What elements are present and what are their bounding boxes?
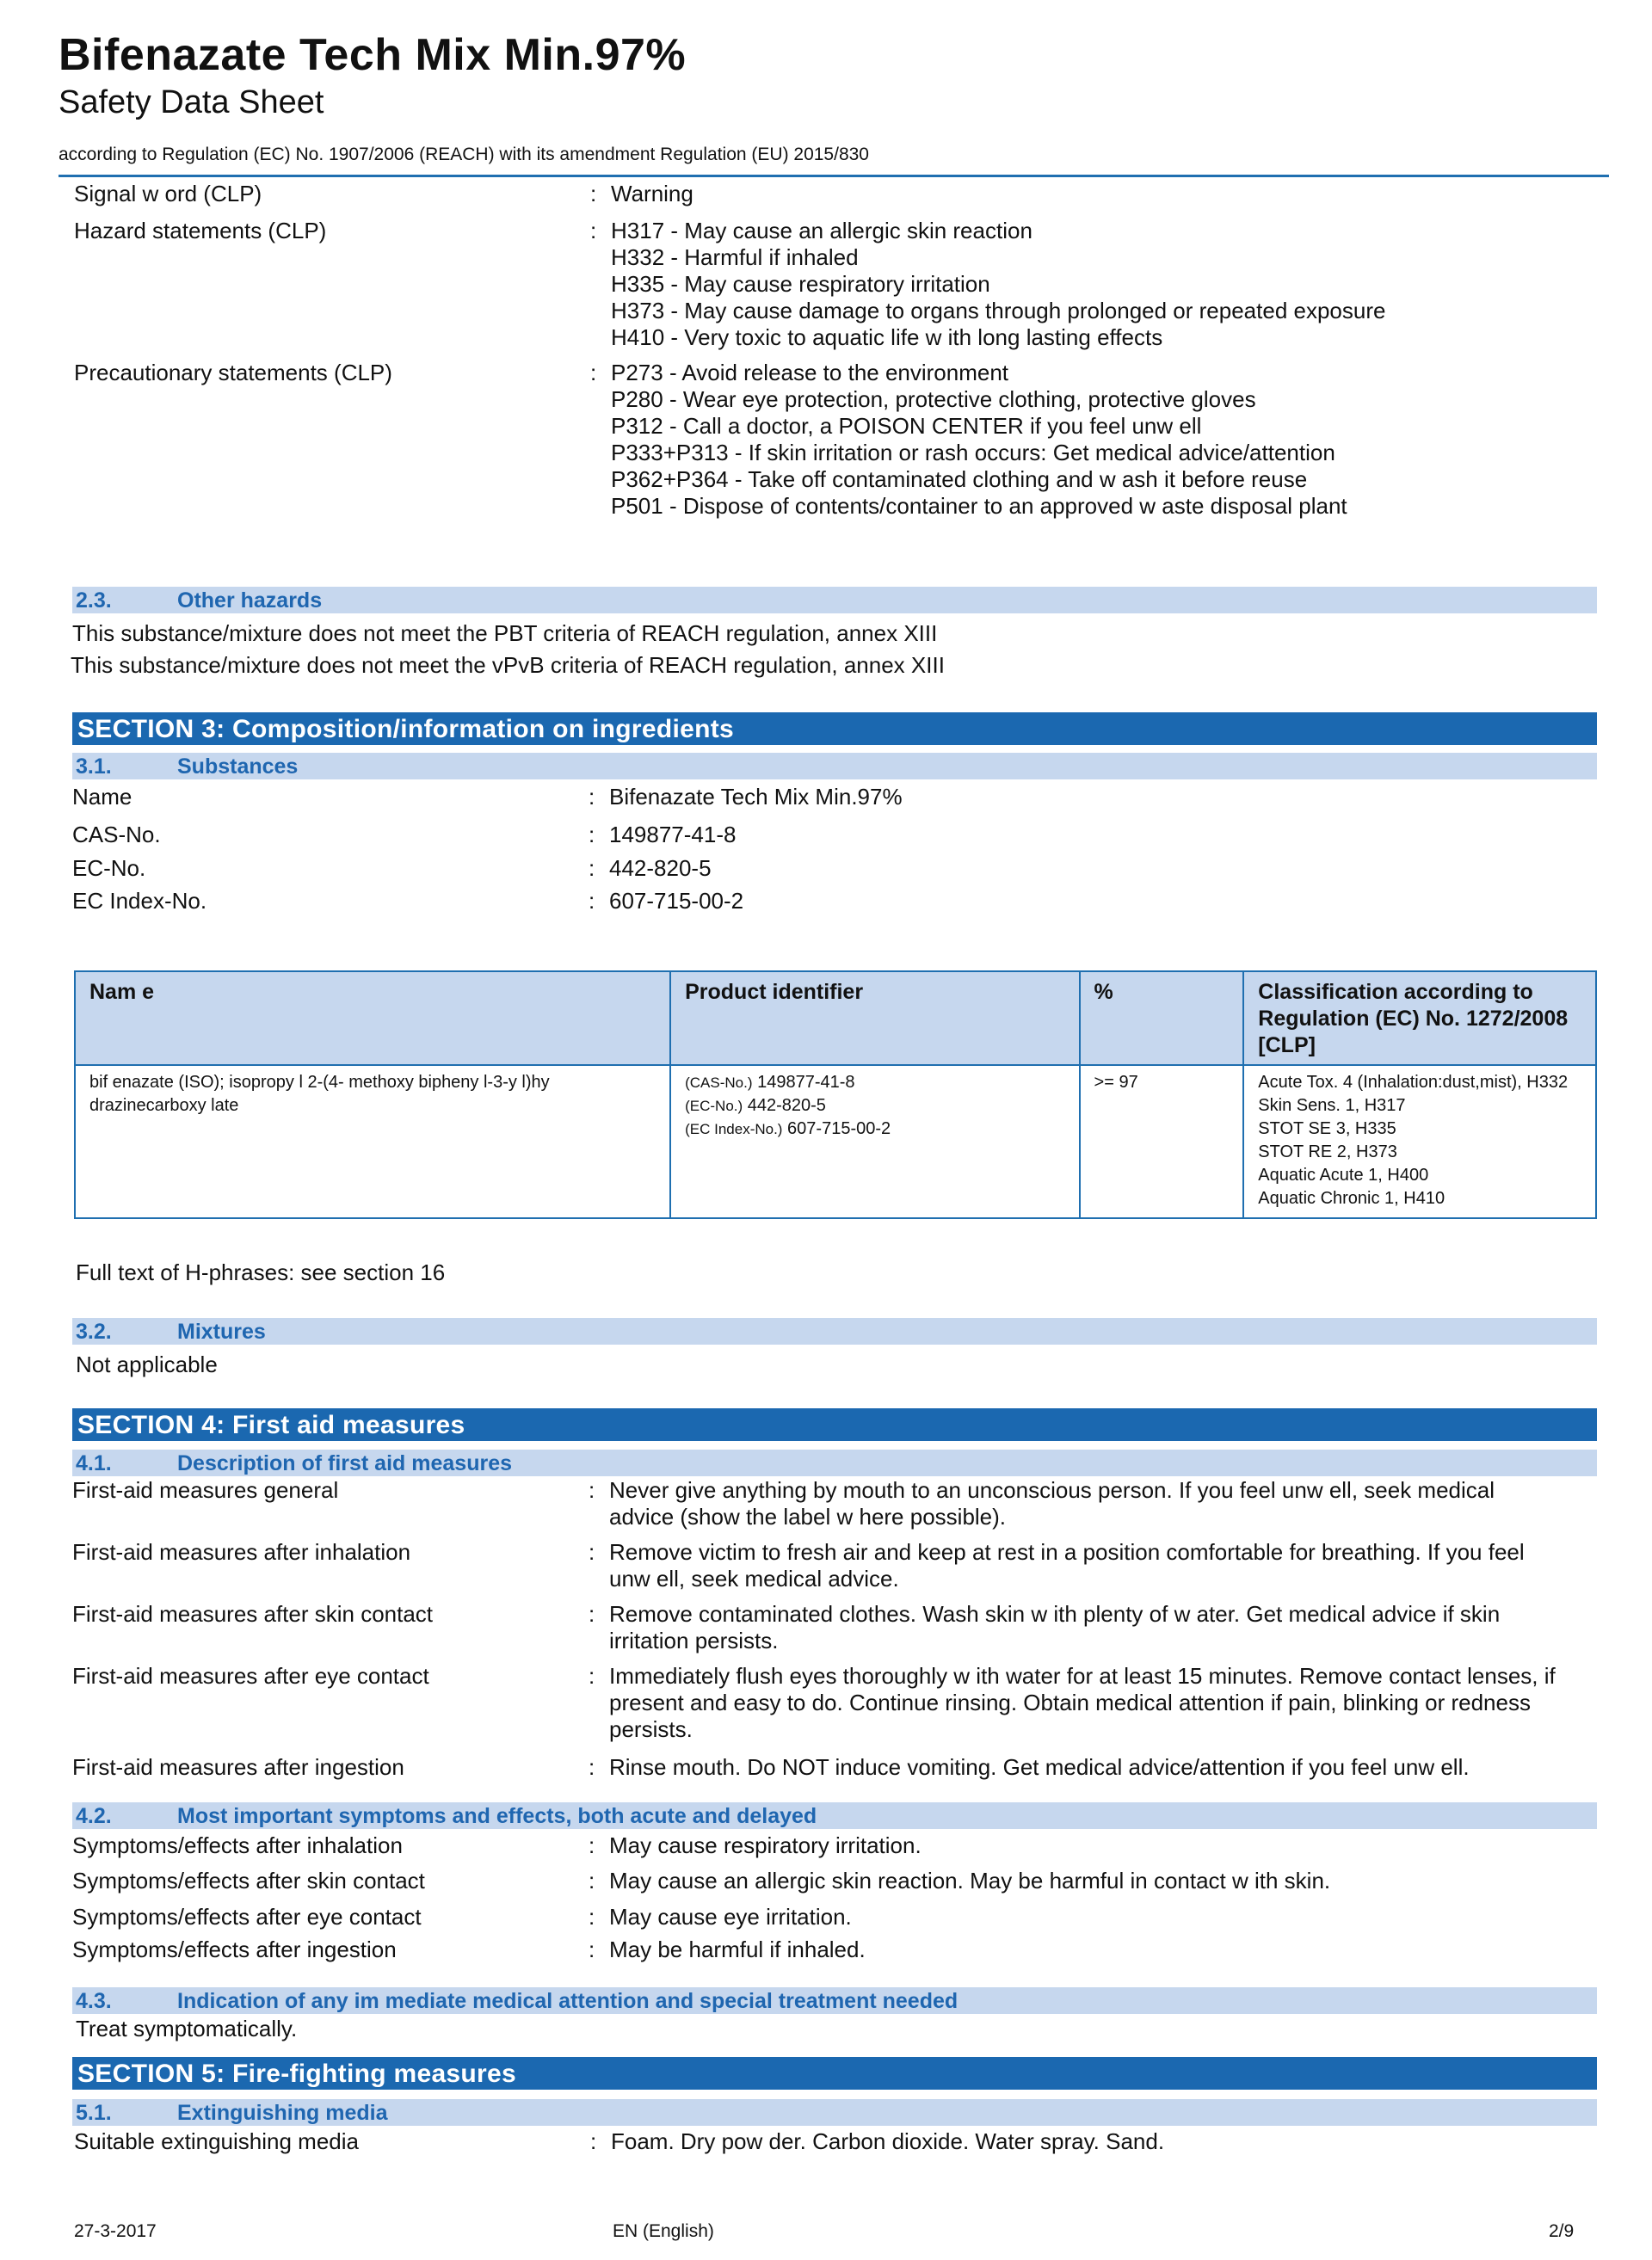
signal-word-value: Warning bbox=[611, 181, 693, 206]
pbt-statement: This substance/mixture does not meet the PBT criteria of REACH regulation, annex XIII bbox=[72, 620, 938, 646]
document-subtitle: Safety Data Sheet bbox=[59, 84, 324, 120]
footer-date: 27-3-2017 bbox=[74, 2221, 157, 2241]
precautionary-statement: P312 - Call a doctor, a POISON CENTER if you feel unw ell bbox=[611, 413, 1202, 439]
precautionary-statement: P280 - Wear eye protection, protective clothing, protective gloves bbox=[611, 386, 1256, 412]
table-row bbox=[75, 1065, 1596, 1218]
section-5-header: SECTION 5: Fire-fighting measures bbox=[72, 2057, 1597, 2090]
product-identifiers: (CAS-No.) 149877-41-8 (EC-No.) 442-820-5 (EC Index-No.) 607-715-00-2 bbox=[670, 1065, 1079, 1218]
hazard-statement: H317 - May cause an allergic skin reaction bbox=[611, 218, 1032, 243]
precautionary-statement: P273 - Avoid release to the environment bbox=[611, 360, 1009, 385]
hazard-statement: H332 - Harmful if inhaled bbox=[611, 244, 859, 270]
hazard-statement: H373 - May cause damage to organs through prolonged or repeated exposure bbox=[611, 298, 1386, 323]
treatment-text: Treat symptomatically. bbox=[76, 2016, 298, 2041]
regulation-reference: according to Regulation (EC) No. 1907/2006 (REACH) with its amendment Regulation (EU) 2015/830 bbox=[59, 145, 869, 164]
hazard-statements-label: Hazard statements (CLP) bbox=[74, 218, 327, 243]
subsection-4-2-bar: 4.2. Most important symptoms and effects, both acute and delayed bbox=[72, 1802, 1597, 1829]
document-title: Bifenazate Tech Mix Min.97% bbox=[59, 30, 687, 80]
h-phrases-note: Full text of H-phrases: see section 16 bbox=[76, 1259, 446, 1285]
section-4-header: SECTION 4: First aid measures bbox=[72, 1408, 1597, 1441]
column-header: Product identifier bbox=[670, 971, 1079, 1065]
column-header: % bbox=[1080, 971, 1244, 1065]
precautionary-statement: P362+P364 - Take off contaminated clothing and w ash it before reuse bbox=[611, 466, 1308, 492]
hazard-statement: H410 - Very toxic to aquatic life w ith long lasting effects bbox=[611, 324, 1163, 350]
column-header: Nam e bbox=[75, 971, 670, 1065]
subsection-5-1-bar: 5.1. Extinguishing media bbox=[72, 2099, 1597, 2126]
header-divider bbox=[59, 175, 1609, 177]
ingredient-percent: >= 97 bbox=[1080, 1065, 1244, 1218]
table-header-row bbox=[75, 971, 1596, 1065]
precautionary-statement: P501 - Dispose of contents/container to an approved w aste disposal plant bbox=[611, 493, 1347, 519]
subsection-3-1-bar: 3.1. Substances bbox=[72, 753, 1597, 779]
ingredient-name: bif enazate (ISO); isopropy l 2-(4- methoxy bipheny l-3-y l)hy drazinecarboxy late bbox=[75, 1065, 670, 1218]
hazard-statement: H335 - May cause respiratory irritation bbox=[611, 271, 990, 297]
footer-page-number: 2/9 bbox=[1549, 2221, 1575, 2241]
subsection-4-3-bar: 4.3. Indication of any im mediate medical attention and special treatment needed bbox=[72, 1987, 1597, 2014]
section-3-header: SECTION 3: Composition/information on ingredients bbox=[72, 712, 1597, 745]
composition-table bbox=[74, 970, 1597, 1219]
hazard-statements-list bbox=[611, 218, 1606, 351]
precautionary-statements-list bbox=[611, 360, 1606, 520]
footer-language: EN (English) bbox=[613, 2221, 714, 2241]
precautionary-statements-label: Precautionary statements (CLP) bbox=[74, 360, 392, 385]
sds-page: Bifenazate Tech Mix Min.97% Safety Data Sheet according to Regulation (EC) No. 1907/2006 (REACH) with its amendment Regulation (EU) 2015/830 Signal w ord (CLP) : Warning Hazard statements (CLP) : H317 - May cause an allergic skin reaction H332 - Harmful if inhaled H335 - May cause respiratory irritation H373 - May cause damage to organs through prolonged or repeated exposure H410 - Very toxic to aquatic life w ith long lasting effects Precautionary statements (CLP) : P273 - Avoid release to the environment P280 - Wear eye protection, protective clothing, protective gloves P312 - Call a doctor, a POISON CENTER if you feel unw ell P333+P313 - If skin irritation or rash occurs: Get medical advice/attention P362+P364 - Take off contaminated clothing and w ash it before reuse P501 - Dispose of contents/container to an approved w aste disposal plant 2.3. Other hazards This substance/mixture does not meet the PBT criteria of REACH regulation, annex XIII This substance/mixture does not meet the vPvB criteria of REACH regulation, annex XIII SECTION 3: Composition/information on ingredients 3.1. Substances Name : Bifenazate Tech Mix Min.97% CAS-No. : 149877-41-8 EC-No. : 442-820-5 EC Index-No. : 607-715-00-2 Nam e Product identifier % Classification according to Regulation (EC) No. 1272/2008 [CLP] bif enazate (ISO); isopropy l 2-(4- methoxy bipheny l-3-y l)hy drazinecarboxy late (CAS-No.) 149877-41-8 (EC-No.) 442-820-5 (EC Index-No.) 607-715-00-2 >= 97 Acute Tox. 4 (Inhalation:dust,mist), H332 Skin Sens. 1, H317 STOT SE 3, H335 STOT RE 2, H373 Aquatic Acute 1, H400 Aquatic Chronic 1, H410 Full text of H-phrases: see section 16 3.2. Mixtures Not applicable SECTION 4: First aid measures 4.1. Description of first aid measures First-aid measures general : Never give anything by mouth to an unconscious person. If you feel unw ell, seek medical advice (show the label w here possible). First-aid measures after inhalation : Remove victim to fresh air and keep at rest in a position comfortable for breathing. If you feel unw ell, seek medical advice. First-aid measures after skin contact : Remove contaminated clothes. Wash skin w ith plenty of w ater. Get medical advice if skin irritation persists. First-aid measures after eye contact : Immediately flush eyes thoroughly w ith water for at least 15 minutes. Remove contact lenses, if present and easy to do. Continue rinsing. Obtain medical attention if pain, blinking or redness persists. First-aid measures after ingestion : Rinse mouth. Do NOT induce vomiting. Get medical advice/attention if you feel unw ell. 4.2. Most important symptoms and effects, both acute and delayed Symptoms/effects after inhalation : May cause respiratory irritation. Symptoms/effects after skin contact : May cause an allergic skin reaction. May be harmful in contact w ith skin. Symptoms/effects after eye contact : May cause eye irritation. Symptoms/effects after ingestion : May be harmful if inhaled. 4.3. Indication of any im mediate medical attention and special treatment needed Treat symptomatically. SECTION 5: Fire-fighting measures 5.1. Extinguishing media Suitable extinguishing media : Foam. Dry pow der. Carbon dioxide. Water spray. Sand. 27-3-2017 EN (English) 2/9 bbox=[0, 0, 1652, 2260]
ingredient-classification: Acute Tox. 4 (Inhalation:dust,mist), H332 Skin Sens. 1, H317 STOT SE 3, H335 STOT RE 2, H373 Aquatic Acute 1, H400 Aquatic Chronic 1, H410 bbox=[1243, 1065, 1596, 1218]
subsection-3-2-bar: 3.2. Mixtures bbox=[72, 1318, 1597, 1345]
vpvb-statement: This substance/mixture does not meet the vPvB criteria of REACH regulation, annex XIII bbox=[71, 652, 945, 678]
mixtures-text: Not applicable bbox=[76, 1352, 218, 1377]
signal-word-label: Signal w ord (CLP) bbox=[74, 181, 262, 206]
subsection-4-1-bar: 4.1. Description of first aid measures bbox=[72, 1450, 1597, 1476]
subsection-2-3-bar: 2.3. Other hazards bbox=[72, 587, 1597, 613]
precautionary-statement: P333+P313 - If skin irritation or rash occurs: Get medical advice/attention bbox=[611, 440, 1335, 465]
column-header: Classification according to Regulation (EC) No. 1272/2008 [CLP] bbox=[1243, 971, 1596, 1065]
